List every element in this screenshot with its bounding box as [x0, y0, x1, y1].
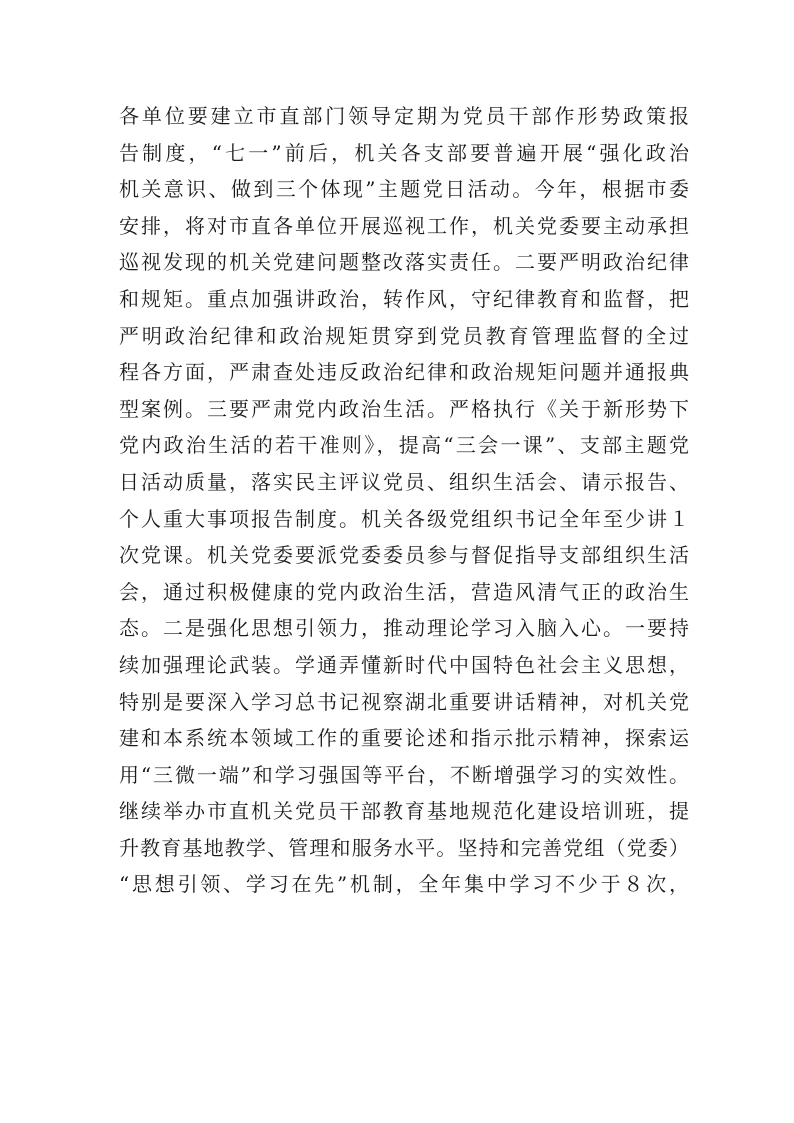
text-line: 升教育基地教学、管理和服务水平。坚持和完善党组（党委） [119, 835, 689, 860]
text-line: 巡视发现的机关党建问题整改落实责任。二要严明政治纪律 [119, 250, 689, 275]
text-line: 特别是要深入学习总书记视察湖北重要讲话精神，对机关党 [119, 689, 689, 714]
text-line: 型案例。三要严肃党内政治生活。严格执行《关于新形势下 [119, 396, 689, 421]
text-line: 告制度，“七一”前后，机关各支部要普遍开展“强化政治 [119, 140, 689, 165]
text-line: 态。二是强化思想引领力，推动理论学习入脑入心。一要持 [119, 616, 689, 641]
text-line: 次党课。机关党委要派党委委员参与督促指导支部组织生活 [119, 543, 689, 568]
text-line: 程各方面，严肃查处违反政治纪律和政治规矩问题并通报典 [119, 360, 689, 385]
text-line: 建和本系统本领域工作的重要论述和指示批示精神，探索运 [119, 726, 689, 751]
text-line: 用“三微一端”和学习强国等平台，不断增强学习的实效性。 [119, 762, 689, 787]
text-line: 严明政治纪律和政治规矩贯穿到党员教育管理监督的全过 [119, 323, 689, 348]
text-line: 续加强理论武装。学通弄懂新时代中国特色社会主义思想， [119, 652, 689, 677]
text-line: 机关意识、做到三个体现”主题党日活动。今年，根据市委 [119, 177, 689, 202]
text-line: 安排，将对市直各单位开展巡视工作，机关党委要主动承担 [119, 213, 689, 238]
text-line: “思想引领、学习在先”机制，全年集中学习不少于８次， [119, 872, 689, 897]
text-line: 各单位要建立市直部门领导定期为党员干部作形势政策报 [119, 104, 689, 128]
text-line: 个人重大事项报告制度。机关各级党组织书记全年至少讲１ [119, 506, 689, 531]
text-line: 继续举办市直机关党员干部教育基地规范化建设培训班，提 [119, 799, 689, 824]
text-line: 和规矩。重点加强讲政治，转作风，守纪律教育和监督，把 [119, 286, 689, 311]
text-line: 日活动质量，落实民主评议党员、组织生活会、请示报告、 [119, 469, 689, 494]
text-line: 党内政治生活的若干准则》，提高“三会一课”、支部主题党 [119, 433, 689, 458]
text-line: 会，通过积极健康的党内政治生活，营造风清气正的政治生 [119, 579, 689, 604]
body-paragraph [119, 98, 689, 903]
